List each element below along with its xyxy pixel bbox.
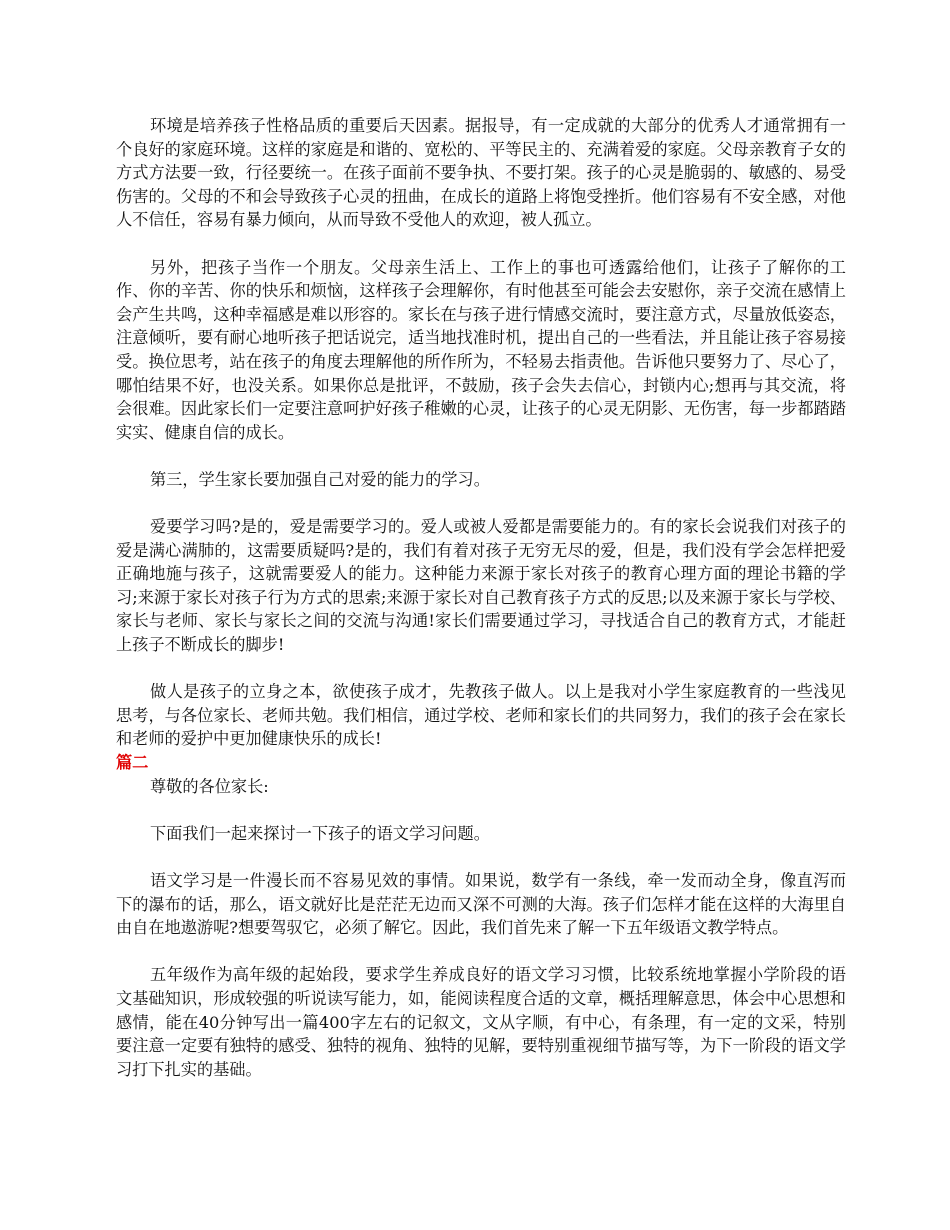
paragraph-grade-five: 五年级作为高年级的起始段，要求学生养成良好的语文学习习惯，比较系统地掌握小学阶段的语文基础知识，形成较强的听说读写能力，如，能阅读程度合适的文章，概括理解意思，体会中心思想和感情，能在40分钟写出一篇400字左右的记叙文，文从字顺，有中心，有条理，有一定的文采，特别要注意一定要有独特的感受、独特的视角、独特的见解，要特别重视细节描写等，为下一阶段的语文学习打下扎实的基础。 xyxy=(116,965,846,1079)
paragraph-gap xyxy=(116,940,846,964)
paragraph-conclusion: 做人是孩子的立身之本，欲使孩子成才，先教孩子做人。以上是我对小学生家庭教育的一些浅见思考，与各位家长、老师共勉。我们相信，通过学校、老师和家长们的共同努力，我们的孩子会在家长和老师的爱护中更加健康快乐的成长! xyxy=(116,682,846,749)
paragraph-chinese-learning: 语文学习是一件漫长而不容易见效的事情。如果说，数学有一条线，牵一发而动全身，像直泻而下的瀑布的话，那么，语文就好比是茫茫无边而又深不可测的大海。孩子们怎样才能在这样的大海里自由自在地遨游呢?想要驾驭它，必须了解它。因此，我们首先来了解一下五年级语文教学特点。 xyxy=(116,871,846,938)
paragraph-gap xyxy=(116,232,846,256)
paragraph-third-point: 第三，学生家长要加强自己对爱的能力的学习。 xyxy=(150,469,490,489)
paragraph-gap xyxy=(116,845,846,869)
paragraph-learning-love: 爱要学习吗?是的，爱是需要学习的。爱人或被人爱都是需要能力的。有的家长会说我们对孩子的爱是满心满肺的，这需要质疑吗?是的，我们有着对孩子无穷无尽的爱，但是，我们没有学会怎样把爱正确地施与孩子，这就需要爱人的能力。这种能力来源于家长对孩子的教育心理方面的理论书籍的学习;来源于家长对孩子行为方式的思索;来源于家长对自己教育孩子方式的反思;以及来源于家长与学校、家长与老师、家长与家长之间的交流与沟通!家长们需要通过学习，寻找适合自己的教育方式，才能赶上孩子不断成长的脚步! xyxy=(116,517,846,655)
paragraph-topic-intro: 下面我们一起来探讨一下孩子的语文学习问题。 xyxy=(150,823,490,843)
paragraph-gap xyxy=(116,492,846,516)
paragraph-gap xyxy=(116,444,846,468)
paragraph-salutation: 尊敬的各位家长: xyxy=(150,776,269,796)
paragraph-gap xyxy=(116,798,846,822)
document-page xyxy=(116,114,846,1081)
paragraph-gap xyxy=(116,657,846,681)
paragraph-child-as-friend: 另外，把孩子当作一个朋友。父母亲生活上、工作上的事也可透露给他们，让孩子了解你的工作、你的辛苦、你的快乐和烦恼，这样孩子会理解你，有时他甚至可能会去安慰你，亲子交流在感情上会产生共鸣，这种幸福感是难以形容的。家长在与孩子进行情感交流时，要注意方式，尽量放低姿态，注意倾听，要有耐心地听孩子把话说完，适当地找准时机，提出自己的一些看法，并且能让孩子容易接受。换位思考，站在孩子的角度去理解他的所作所为，不轻易去指责他。告诉他只要努力了、尽心了，哪怕结果不好，也没关系。如果你总是批评，不鼓励，孩子会失去信心，封锁内心;想再与其交流，将会很难。因此家长们一定要注意呵护好孩子稚嫩的心灵，让孩子的心灵无阴影、无伤害，每一步都踏踏实实、健康自信的成长。 xyxy=(116,257,846,442)
paragraph-family-environment: 环境是培养孩子性格品质的重要后天因素。据报导，有一定成就的大部分的优秀人才通常拥有一个良好的家庭环境。这样的家庭是和谐的、宽松的、平等民主的、充满着爱的家庭。父母亲教育子女的方式方法要一致，行径要统一。在孩子面前不要争执、不要打架。孩子的心灵是脆弱的、敏感的、易受伤害的。父母的不和会导致孩子心灵的扭曲，在成长的道路上将饱受挫折。他们容易有不安全感，对他人不信任，容易有暴力倾向，从而导致不受他人的欢迎，被人孤立。 xyxy=(116,116,846,230)
section-heading: 篇二 xyxy=(116,753,149,773)
